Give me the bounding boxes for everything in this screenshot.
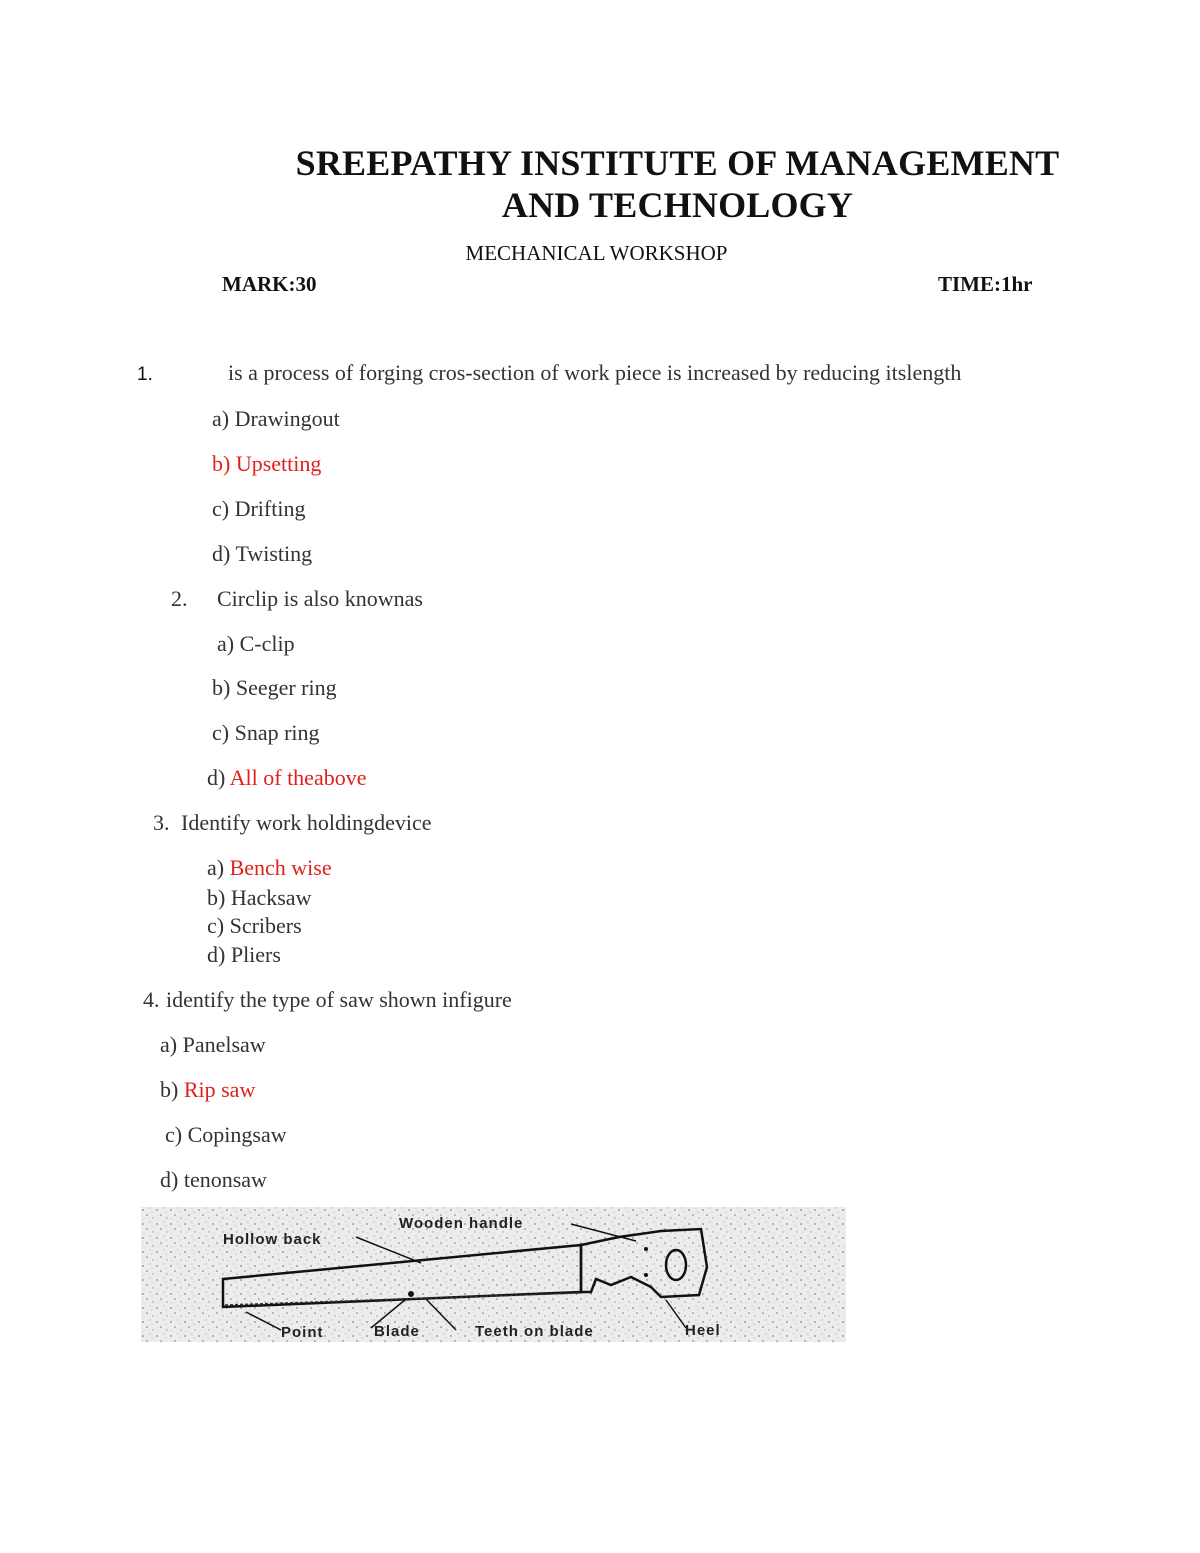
handle-rivet	[644, 1247, 648, 1251]
label-heel: Heel	[685, 1322, 721, 1339]
label-point: Point	[281, 1324, 324, 1341]
option-text: Seeger ring	[235, 675, 337, 700]
question-1-text: is a process of forging cros-section of work piece is increased by reducing itslength	[228, 360, 962, 385]
question-2-option-c	[212, 720, 320, 746]
option-prefix: d)	[212, 541, 236, 566]
option-prefix: b)	[207, 885, 231, 910]
question-4-text: identify the type of saw shown infigure	[166, 987, 512, 1012]
option-text: Snap ring	[234, 720, 320, 745]
subject-title: MECHANICAL WORKSHOP	[465, 241, 728, 265]
question-1-option-a	[212, 406, 340, 432]
blade-mark	[408, 1291, 414, 1297]
option-prefix: a)	[160, 1032, 183, 1057]
question-3-text: Identify work holdingdevice	[181, 810, 432, 835]
option-text: Copingsaw	[187, 1122, 287, 1147]
question-4-option-b	[160, 1077, 255, 1103]
option-text: All of theabove	[229, 765, 367, 790]
option-text: Scribers	[229, 913, 302, 938]
institute-title-line1: SREEPATHY INSTITUTE OF MANAGEMENT	[295, 143, 1060, 183]
option-prefix: a)	[212, 406, 235, 431]
saw-figure	[141, 1207, 846, 1342]
question-3-number: 3.	[153, 810, 170, 835]
question-3-option-d	[207, 942, 281, 968]
question-1-option-c	[212, 496, 305, 522]
option-prefix: c)	[212, 720, 235, 745]
mark-label: MARK:30	[222, 272, 317, 296]
question-2-option-b	[212, 675, 337, 701]
time-label: TIME:1hr	[938, 272, 1033, 296]
option-text: Drawingout	[234, 406, 340, 431]
option-text: tenonsaw	[183, 1167, 267, 1192]
option-prefix: c)	[212, 496, 235, 521]
question-2-option-a	[217, 631, 295, 657]
question-2-text: Circlip is also knownas	[217, 586, 423, 611]
option-prefix: a)	[207, 855, 230, 880]
option-prefix: c)	[207, 913, 230, 938]
question-1-option-d	[212, 541, 312, 567]
option-prefix: d)	[207, 765, 230, 790]
question-4-option-c	[165, 1122, 287, 1148]
option-text: Twisting	[235, 541, 313, 566]
option-prefix: d)	[207, 942, 231, 967]
option-text: Hacksaw	[230, 885, 312, 910]
institute-title-line2: AND TECHNOLOGY	[501, 185, 854, 225]
question-1-number: 1.	[137, 364, 153, 385]
question-2-number: 2.	[171, 586, 188, 611]
question-4-option-a	[160, 1032, 266, 1058]
option-prefix: b)	[212, 675, 236, 700]
option-prefix: b)	[212, 451, 236, 476]
option-prefix: a)	[217, 631, 240, 656]
option-text: Bench wise	[229, 855, 332, 880]
question-4-number: 4.	[143, 987, 160, 1012]
label-hollow-back: Hollow back	[223, 1231, 322, 1248]
option-text: Rip saw	[183, 1077, 256, 1102]
handle-rivet	[644, 1273, 648, 1277]
question-2-option-d	[207, 765, 366, 791]
label-blade: Blade	[374, 1323, 420, 1340]
question-4-option-d	[160, 1167, 267, 1193]
option-prefix: d)	[160, 1167, 184, 1192]
option-text: Pliers	[230, 942, 281, 967]
question-3-option-a	[207, 855, 332, 881]
question-3-option-c	[207, 913, 302, 939]
option-text: Upsetting	[235, 451, 322, 476]
option-text: Panelsaw	[182, 1032, 266, 1057]
question-1-option-b	[212, 451, 321, 477]
label-teeth-on-blade: Teeth on blade	[475, 1323, 594, 1340]
option-prefix: b)	[160, 1077, 184, 1102]
label-wooden-handle: Wooden handle	[399, 1215, 524, 1232]
question-3-option-b	[207, 885, 311, 911]
option-prefix: c)	[165, 1122, 188, 1147]
option-text: C-clip	[239, 631, 295, 656]
option-text: Drifting	[234, 496, 306, 521]
saw-diagram	[141, 1207, 846, 1342]
